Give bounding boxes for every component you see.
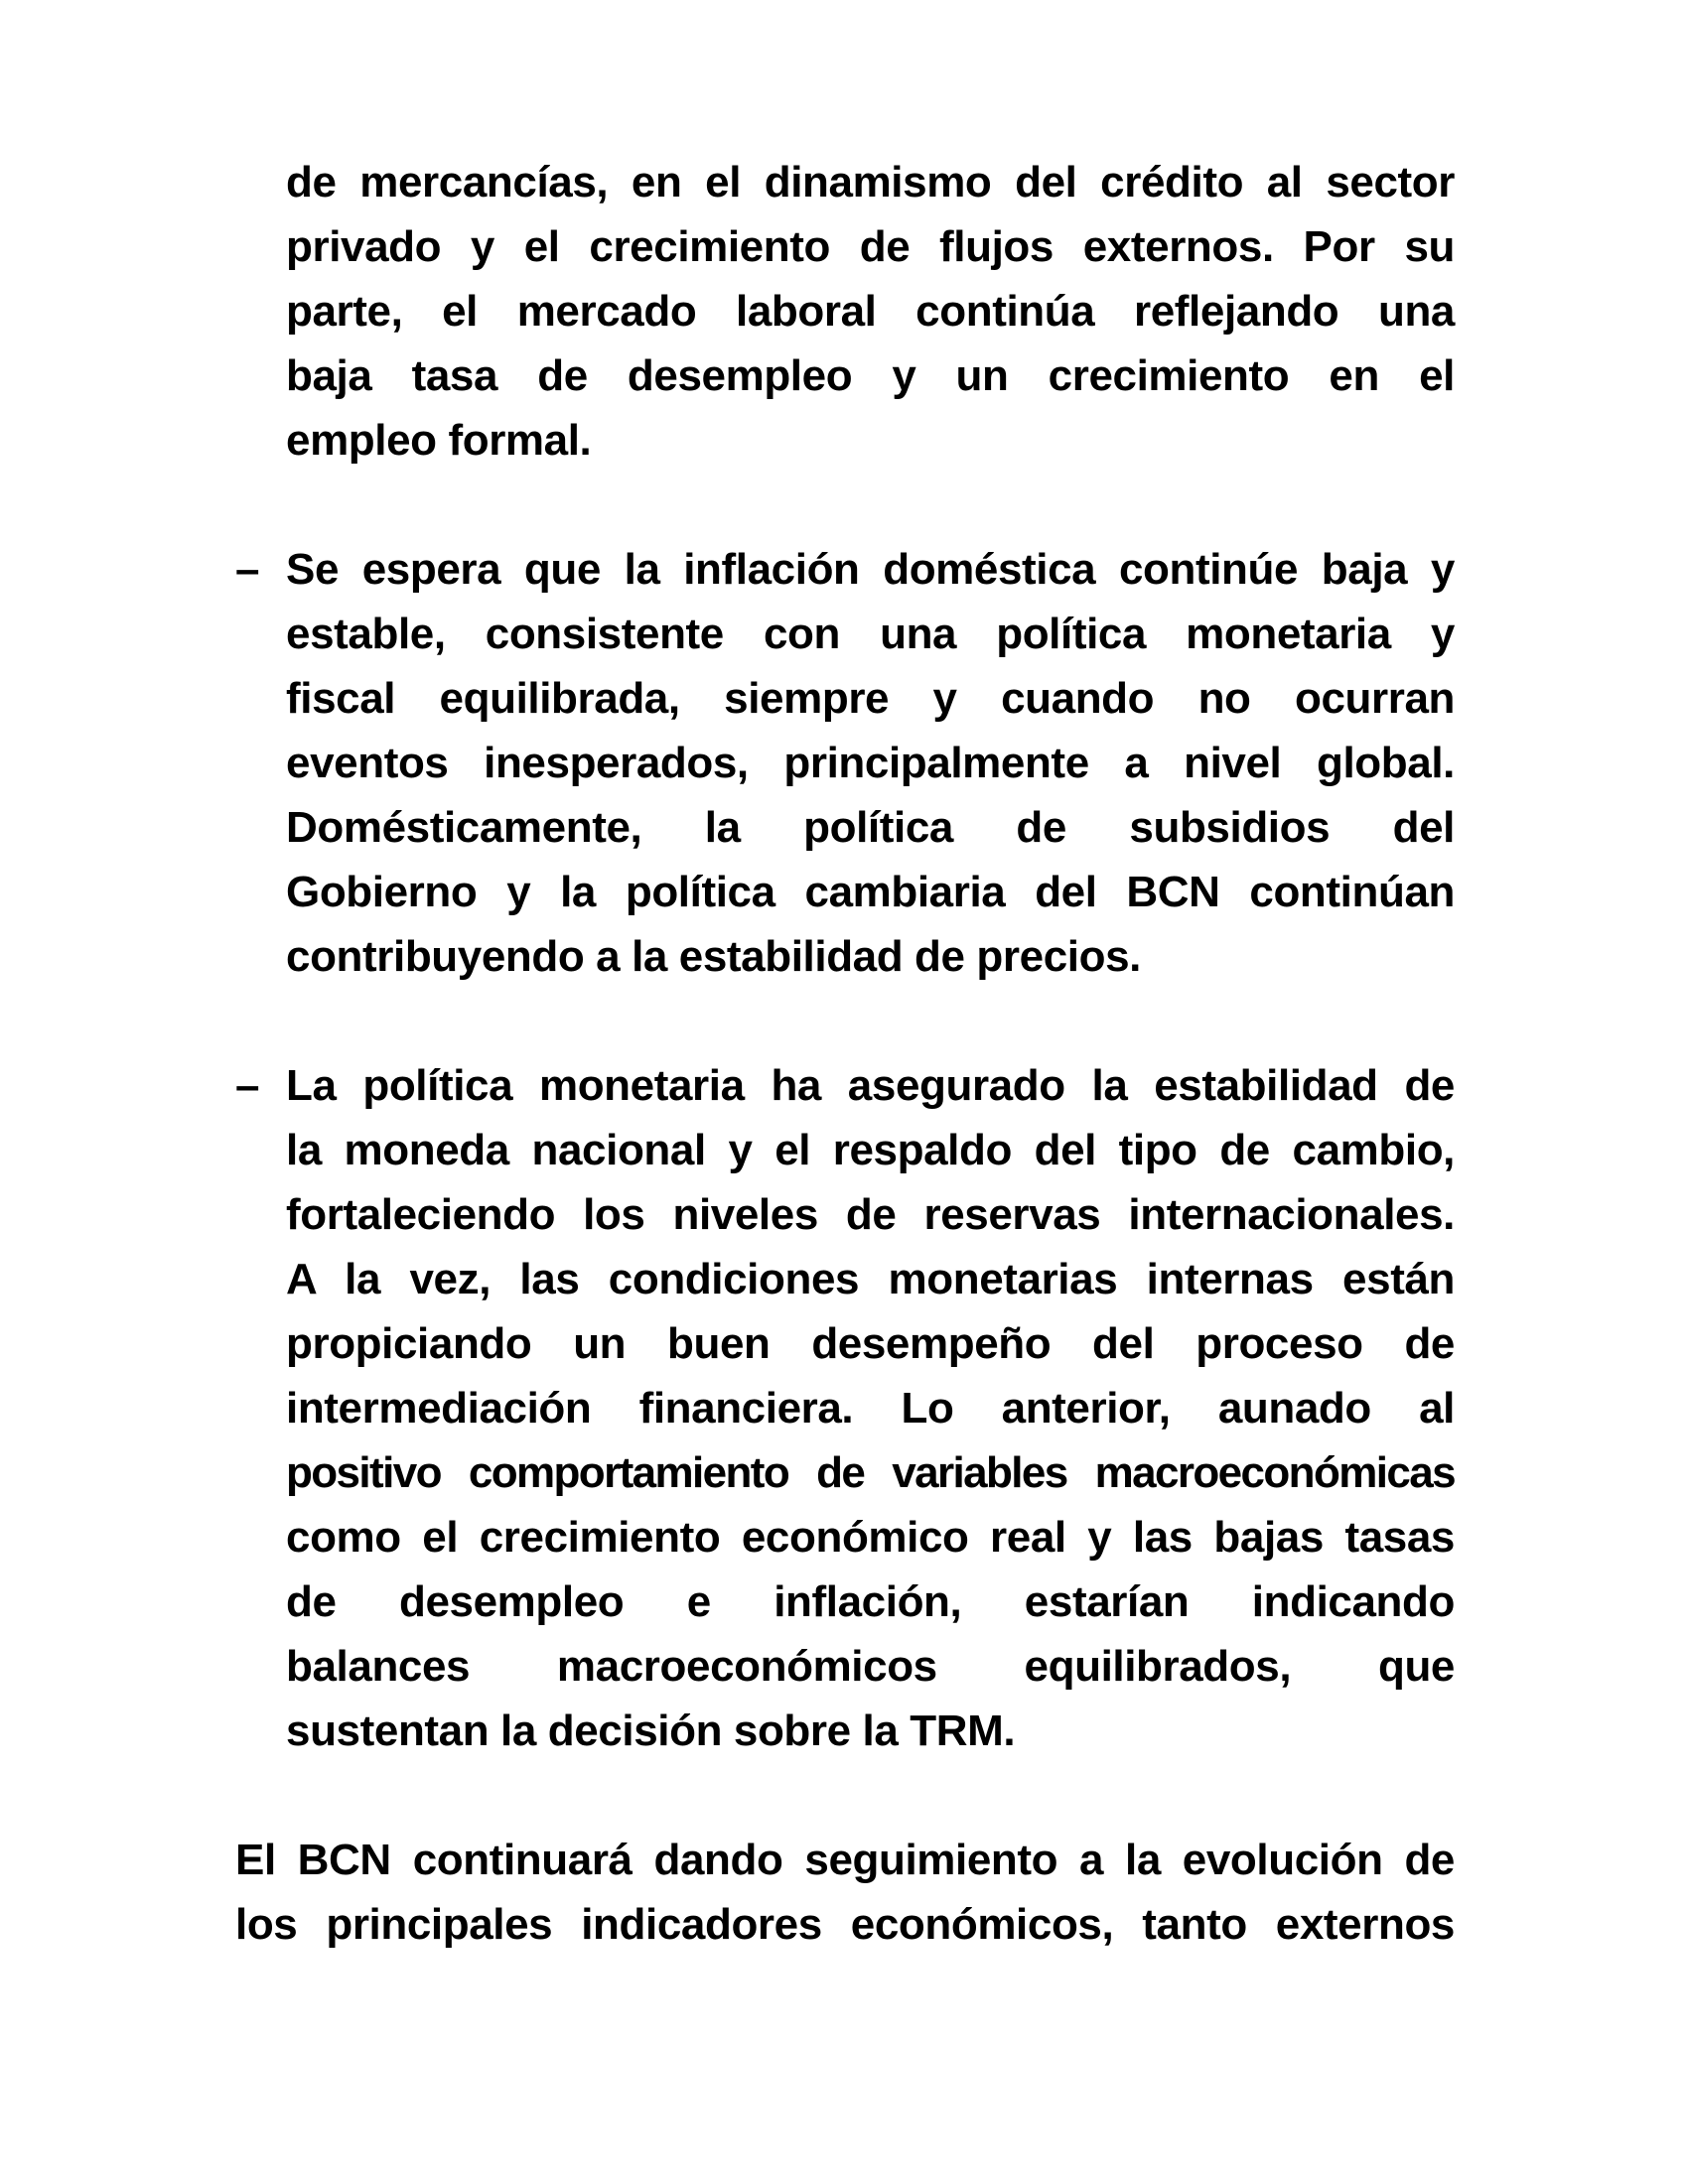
- text-line: Gobierno y la política cambiaria del BCN continúan: [286, 868, 1455, 916]
- text-line: eventos inesperados, principalmente a nivel global.: [286, 739, 1455, 787]
- text-line: positivo comportamiento de variables macroeconómicas: [286, 1448, 1455, 1497]
- text-line: fiscal equilibrada, siempre y cuando no ocurran: [286, 674, 1455, 723]
- text-line: sustentan la decisión sobre la TRM.: [286, 1706, 1016, 1755]
- bullet-inflacion: [235, 537, 1455, 989]
- text-line: balances macroeconómicos equilibrados, que: [286, 1642, 1455, 1691]
- bullet-dash-marker: –: [235, 545, 260, 594]
- text-line: contribuyendo a la estabilidad de precios.: [286, 932, 1141, 981]
- text-line: fortaleciendo los niveles de reservas internacionales.: [286, 1190, 1455, 1239]
- text-line: parte, el mercado laboral continúa reflejando una: [286, 287, 1455, 336]
- text-line: propiciando un buen desempeño del proceso de: [286, 1319, 1455, 1368]
- text-line: como el crecimiento económico real y las bajas tasas: [286, 1513, 1455, 1562]
- text-line: estable, consistente con una política monetaria y: [286, 610, 1455, 658]
- bullet-politica-monetaria: [235, 1053, 1455, 1763]
- text-line: empleo formal.: [286, 416, 592, 465]
- text-line: Se espera que la inflación doméstica continúe baja y: [286, 545, 1455, 594]
- text-line: intermediación financiera. Lo anterior, aunado al: [286, 1384, 1455, 1433]
- text-line: La política monetaria ha asegurado la estabilidad de: [286, 1061, 1455, 1110]
- text-line: Domésticamente, la política de subsidios del: [286, 803, 1455, 852]
- para-continuation: [286, 150, 1455, 473]
- para-cierre: [235, 1828, 1455, 1957]
- text-line: de mercancías, en el dinamismo del crédito al sector: [286, 158, 1455, 206]
- text-line: privado y el crecimiento de flujos externos. Por su: [286, 222, 1455, 271]
- text-line: baja tasa de desempleo y un crecimiento en el: [286, 351, 1455, 400]
- text-line: la moneda nacional y el respaldo del tipo de cambio,: [286, 1126, 1455, 1174]
- document-content: [235, 150, 1455, 1957]
- text-line: los principales indicadores económicos, tanto externos: [235, 1900, 1455, 1949]
- bullet-dash-marker: –: [235, 1061, 260, 1110]
- text-line: A la vez, las condiciones monetarias internas están: [286, 1255, 1455, 1303]
- text-line: El BCN continuará dando seguimiento a la evolución de: [235, 1836, 1455, 1884]
- text-line: de desempleo e inflación, estarían indicando: [286, 1577, 1455, 1626]
